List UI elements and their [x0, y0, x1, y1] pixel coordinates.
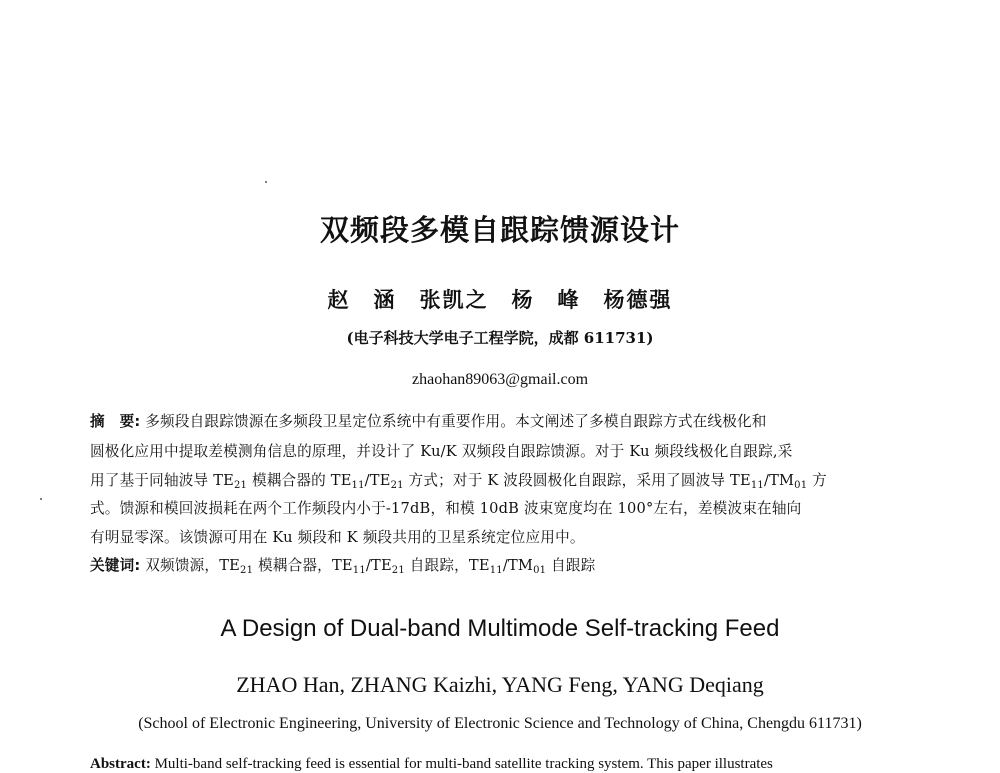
keywords-cn-text: 自跟踪 [546, 557, 596, 574]
abstract-cn-line [90, 440, 936, 461]
keywords-cn-text: /TE [365, 557, 392, 574]
abstract-en-label: Abstract: [90, 756, 151, 772]
abstract-cn-line [90, 497, 936, 518]
abstract-cn-text: 多频段自跟踪馈源在多频段卫星定位系统中有重要作用。本文阐述了多模自跟踪方式在线极化和 [140, 413, 767, 430]
abstract-cn-text: /TM [763, 472, 795, 489]
abstract-cn-line [90, 469, 936, 490]
subscript: 21 [391, 565, 405, 576]
keywords-cn-text: 双频馈源，TE [140, 557, 241, 574]
subscript: 11 [352, 565, 366, 576]
authors-cn: 赵 涵 张凯之 杨 峰 杨德强 [327, 287, 673, 312]
subscript: 11 [489, 565, 503, 576]
abstract-cn-text: /TE [364, 472, 391, 489]
paper-title-cn: 双频段多模自跟踪馈源设计 [319, 213, 680, 247]
abstract-cn-line [90, 526, 936, 547]
abstract-cn-text: 有明显零深。该馈源可用在 Ku 频段和 K 频段共用的卫星系统定位应用中。 [90, 529, 585, 546]
abstract-en-text: Multi-band self-tracking feed is essential for multi-band satellite tracking system. This paper illustrates [150, 756, 773, 772]
abstract-cn-text: 圆极化应用中提取差模测角信息的原理，并设计了 Ku/K 双频段自跟踪馈源。对于 Ku 频段线极化自跟踪,采 [90, 443, 793, 460]
subscript: 21 [390, 480, 404, 491]
scan-speck [265, 181, 267, 183]
abstract-cn-text: 式。馈源和模回波损耗在两个工作频段内小于-17dB，和模 10dB 波束宽度均在 100°左右，差模波束在轴向 [90, 500, 802, 517]
abstract-cn-text: 方式；对于 K 波段圆极化自跟踪，采用了圆波导 TE [403, 472, 751, 489]
author-email: zhaohan89063@gmail.com [411, 371, 589, 388]
keywords-cn-label: 关键词: [90, 557, 141, 574]
keywords-cn-text: 模耦合器，TE [253, 557, 353, 574]
authors-en: ZHAO Han, ZHANG Kaizhi, YANG Feng, YANG Deqiang [236, 672, 764, 697]
subscript: 01 [794, 480, 808, 491]
scan-speck [40, 498, 42, 500]
keywords-cn-text: /TM [502, 557, 534, 574]
abstract-cn-text: 方 [807, 472, 827, 489]
keywords-cn-text: 自跟踪，TE [404, 557, 490, 574]
subscript: 21 [240, 565, 254, 576]
abstract-cn-text: 用了基于同轴波导 TE [90, 472, 234, 489]
paper-title-en: A Design of Dual-band Multimode Self-tracking Feed [220, 615, 780, 642]
abstract-cn-label: 摘 要: [90, 413, 141, 430]
subscript: 01 [533, 565, 547, 576]
abstract-cn-text: 模耦合器的 TE [247, 472, 352, 489]
abstract-en [90, 756, 773, 773]
affiliation-en: (School of Electronic Engineering, University of Electronic Science and Technology of China, Chengdu 611731) [138, 715, 862, 732]
subscript: 21 [233, 480, 248, 491]
keywords-cn [90, 554, 936, 575]
subscript: 11 [750, 480, 764, 491]
abstract-cn-line [90, 410, 936, 431]
affiliation-cn: (电子科技大学电子工程学院，成都 611731) [346, 329, 654, 347]
subscript: 11 [351, 480, 365, 491]
